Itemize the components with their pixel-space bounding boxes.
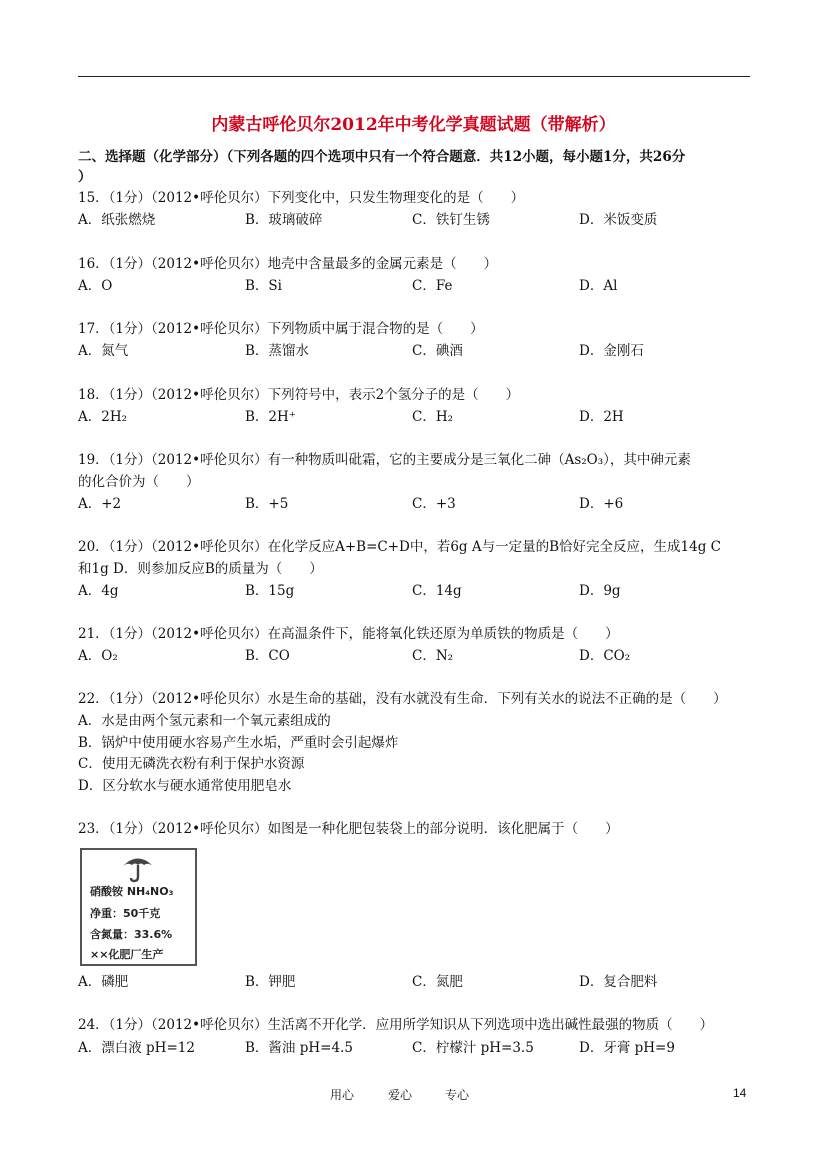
option-d: D．复合肥料	[579, 974, 658, 990]
question-20-options	[78, 580, 758, 602]
footer-motto-1: 用心	[330, 1088, 355, 1102]
option-c: C．氮肥	[412, 974, 463, 990]
option-c: C．H₂	[412, 409, 454, 425]
question-23-stem: 23．（1分）（2012•呼伦贝尔）如图是一种化肥包装袋上的部分说明．该化肥属于（ ）	[78, 821, 619, 837]
question-16-options	[78, 275, 758, 297]
option-d: D．2H	[579, 409, 624, 425]
option-b: B．15g	[245, 583, 295, 599]
option-d: D．CO₂	[579, 648, 631, 664]
option-d: D．Al	[579, 278, 618, 294]
option-a: A．氮气	[78, 343, 129, 359]
label-nitrogen-content: 含氮量：33.6%	[90, 928, 173, 941]
option-d: D．金刚石	[579, 343, 644, 359]
section-heading: 二、选择题（化学部分）（下列各题的四个选项中只有一个符合题意．共12小题，每小题1分，共26分	[78, 149, 686, 165]
option-c: C．铁钉生锈	[412, 212, 490, 228]
label-net-weight: 净重：50千克	[90, 907, 161, 920]
option-a: A．水是由两个氢元素和一个氧元素组成的	[78, 713, 331, 729]
option-d: D．牙膏 pH=9	[579, 1040, 675, 1056]
question-19-stem: 19．（1分）（2012•呼伦贝尔）有一种物质叫砒霜，它的主要成分是三氧化二砷（As₂O₃），其中砷元素	[78, 452, 691, 468]
question-16-stem: 16．（1分）（2012•呼伦贝尔）地壳中含量最多的金属元素是（ ）	[78, 256, 498, 272]
option-b: B．CO	[245, 648, 290, 664]
option-d: D．9g	[579, 583, 621, 599]
question-15-stem: 15．（1分）（2012•呼伦贝尔）下列变化中，只发生物理变化的是（ ）	[78, 190, 525, 206]
question-17-stem: 17．（1分）（2012•呼伦贝尔）下列物质中属于混合物的是（ ）	[78, 321, 484, 337]
option-c: C．N₂	[412, 648, 454, 664]
option-b: B．钾肥	[245, 974, 296, 990]
footer-motto-3: 专心	[445, 1088, 470, 1102]
footer-motto-2: 爱心	[388, 1088, 413, 1102]
question-23-options	[78, 971, 758, 993]
question-21-options	[78, 645, 758, 667]
option-c: C．碘酒	[412, 343, 463, 359]
label-product-name: 硝酸铵 NH₄NO₃	[90, 885, 174, 898]
question-19-options	[78, 493, 758, 515]
option-a: A．O₂	[78, 648, 118, 664]
option-b: B．+5	[245, 496, 289, 512]
option-a: A．O	[78, 278, 113, 294]
umbrella-icon	[120, 853, 156, 883]
question-18-stem: 18．（1分）（2012•呼伦贝尔）下列符号中，表示2个氢分子的是（ ）	[78, 387, 520, 403]
option-a: A．2H₂	[78, 409, 128, 425]
option-a: A．纸张燃烧	[78, 212, 156, 228]
section-heading-cont: ）	[78, 169, 92, 185]
option-b: B．2H⁺	[245, 409, 296, 425]
option-b: B．蒸馏水	[245, 343, 309, 359]
label-manufacturer: ××化肥厂生产	[90, 948, 164, 961]
option-d: D．米饭变质	[579, 212, 658, 228]
question-20-stem: 20．（1分）（2012•呼伦贝尔）在化学反应A+B=C+D中，若6g A与一定量的B恰好完全反应，生成14g C	[78, 539, 721, 555]
option-c: C．14g	[412, 583, 462, 599]
question-24-options	[78, 1037, 758, 1059]
option-a: A．磷肥	[78, 974, 129, 990]
question-19-stem-cont: 的化合价为（ ）	[78, 474, 200, 490]
question-18-options	[78, 406, 758, 428]
option-b: B．锅炉中使用硬水容易产生水垢，严重时会引起爆炸	[78, 735, 399, 751]
question-20-stem-cont: 和1g D．则参加反应B的质量为（ ）	[78, 561, 323, 577]
option-d: D．区分软水与硬水通常使用肥皂水	[78, 778, 292, 794]
option-c: C．Fe	[412, 278, 453, 294]
question-24-stem: 24．（1分）（2012•呼伦贝尔）生活离不开化学．应用所学知识从下列选项中选出碱性最强的物质（ ）	[78, 1017, 714, 1033]
question-22-stem: 22．（1分）（2012•呼伦贝尔）水是生命的基础，没有水就没有生命．下列有关水的说法不正确的是（ ）	[78, 691, 727, 707]
page-title: 内蒙古呼伦贝尔2012年中考化学真题试题（带解析）	[211, 115, 616, 135]
fertilizer-label-figure	[80, 848, 197, 966]
option-b: B．酱油 pH=4.5	[245, 1040, 353, 1056]
option-c: C．柠檬汁 pH=3.5	[412, 1040, 534, 1056]
page-number: 14	[733, 1086, 747, 1100]
option-c: C．使用无磷洗衣粉有利于保护水资源	[78, 756, 305, 772]
option-c: C．+3	[412, 496, 456, 512]
question-21-stem: 21．（1分）（2012•呼伦贝尔）在高温条件下，能将氧化铁还原为单质铁的物质是（ ）	[78, 626, 619, 642]
option-a: A．漂白液 pH=12	[78, 1040, 195, 1056]
option-a: A．+2	[78, 496, 122, 512]
question-17-options	[78, 340, 758, 362]
option-a: A．4g	[78, 583, 119, 599]
header-rule	[78, 76, 750, 77]
option-b: B．玻璃破碎	[245, 212, 323, 228]
option-b: B．Si	[245, 278, 282, 294]
question-15-options	[78, 209, 758, 231]
option-d: D．+6	[579, 496, 624, 512]
